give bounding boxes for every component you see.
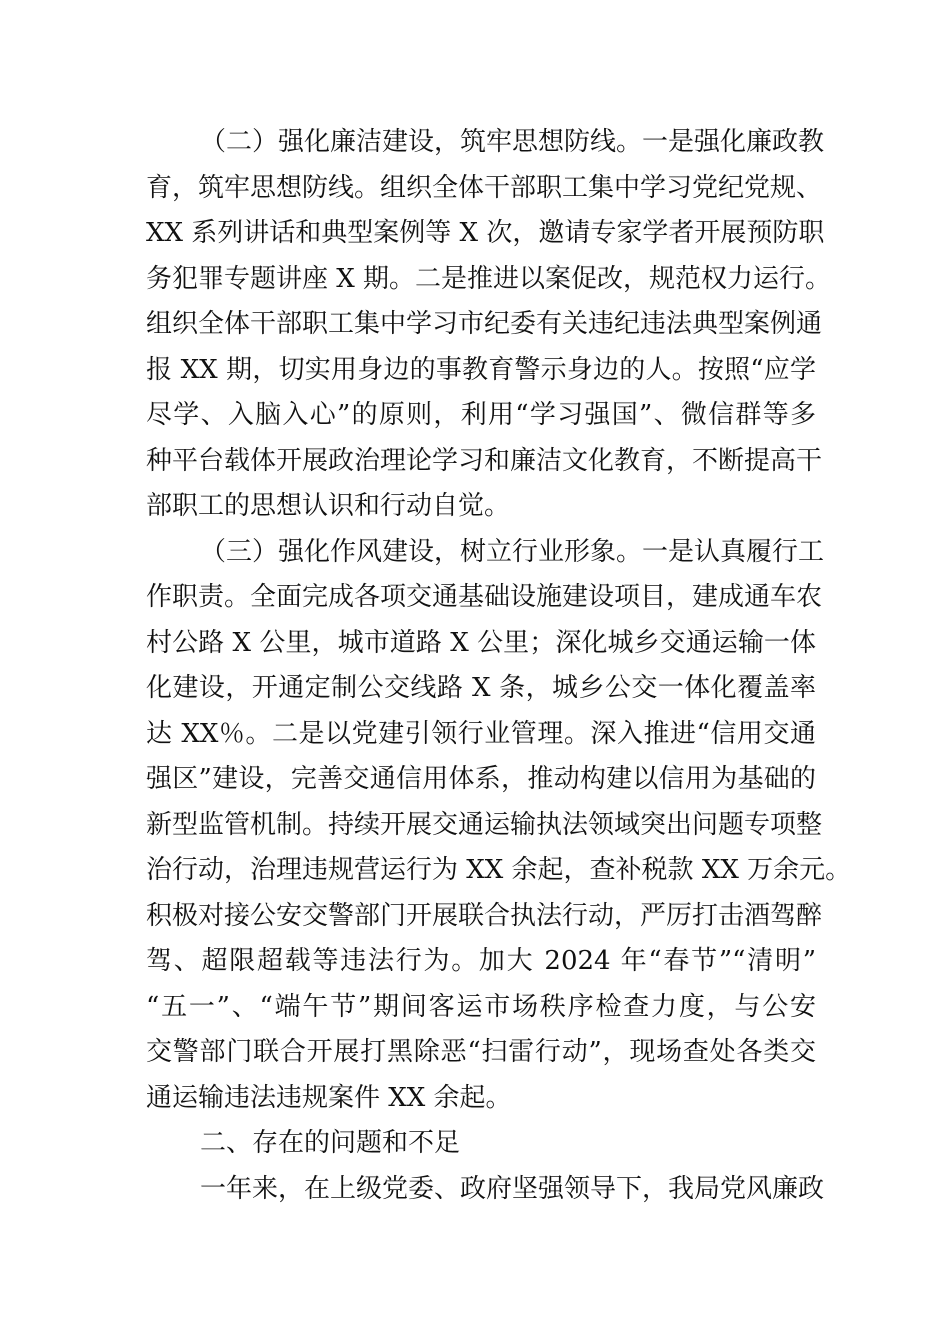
paragraph-2-line-9: 部职工的思想认识和行动自觉。 (146, 491, 511, 521)
paragraph-3-line-9: 积极对接公安交警部门开展联合执法行动，严厉打击酒驾醉 (146, 900, 823, 931)
paragraph-3-line-4: 化建设，开通定制公交线路 X 条，城乡公交一体化覆盖率 (146, 673, 816, 703)
paragraph-2-line-6: 报 XX 期，切实用身边的事教育警示身边的人。按照“应学 (146, 354, 816, 385)
paragraph-2-line-3: XX 系列讲话和典型案例等 X 次，邀请专家学者开展预防职 (146, 218, 825, 248)
paragraph-3-line-10: 驾、超限超载等违法行为。加大 2024 年“春节”“清明” (146, 946, 816, 976)
paragraph-3-line-5: 达 XX％。二是以党建引领行业管理。深入推进“信用交通 (146, 718, 816, 749)
paragraph-3-line-1: （三）强化作风建设，树立行业形象。一是认真履行工 (200, 536, 825, 567)
paragraph-3-line-8: 治行动，治理违规营运行为 XX 余起，查补税款 XX 万余元。 (146, 855, 852, 885)
paragraph-2-line-4: 务犯罪专题讲座 X 期。二是推进以案促改，规范权力运行。 (146, 263, 832, 294)
paragraph-3-line-12: 交警部门联合开展打黑除恶“扫雷行动”，现场查处各类交 (146, 1037, 816, 1067)
paragraph-2-line-5: 组织全体干部职工集中学习市纪委有关违纪违法典型案例通 (146, 309, 823, 339)
paragraph-2-line-8: 种平台载体开展政治理论学习和廉洁文化教育，不断提高干 (146, 445, 823, 476)
paragraph-2-line-1: （二）强化廉洁建设，筑牢思想防线。一是强化廉政教 (200, 127, 825, 157)
paragraph-2-line-2: 育，筑牢思想防线。组织全体干部职工集中学习党纪党规、 (146, 172, 823, 203)
paragraph-3-line-11: “五一”、“端午节”期间客运市场秩序检查力度，与公安 (146, 991, 816, 1022)
paragraph-3-line-3: 村公路 X 公里，城市道路 X 公里；深化城乡交通运输一体 (146, 627, 816, 658)
section-heading: 二、存在的问题和不足 (200, 1128, 461, 1158)
paragraph-3-line-6: 强区”建设，完善交通信用体系，推动构建以信用为基础的 (146, 764, 816, 794)
paragraph-3-line-7: 新型监管机制。持续开展交通运输执法领域突出问题专项整 (146, 809, 823, 840)
document-body (146, 120, 852, 1212)
paragraph-4-line-1: 一年来，在上级党委、政府坚强领导下，我局党风廉政 (200, 1173, 825, 1204)
paragraph-3-line-13: 通运输违法违规案件 XX 余起。 (146, 1082, 512, 1113)
paragraph-2-line-7: 尽学、入脑入心”的原则，利用“学习强国”、微信群等多 (146, 400, 816, 430)
paragraph-3-line-2: 作职责。全面完成各项交通基础设施建设项目，建成通车农 (146, 582, 823, 612)
